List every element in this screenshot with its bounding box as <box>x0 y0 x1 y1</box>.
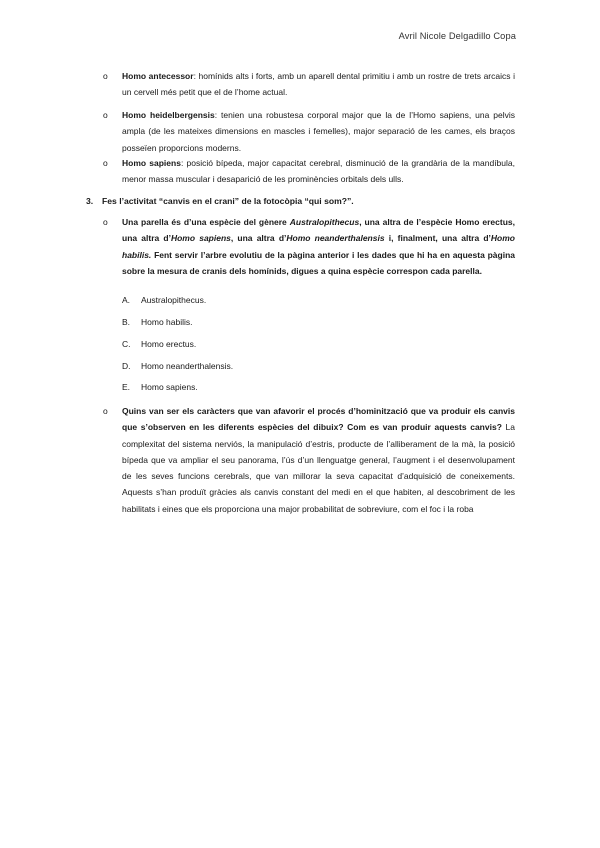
q1-text: i, finalment, una altra d’ <box>384 233 491 244</box>
list-item <box>122 155 515 188</box>
option-letter: D. <box>122 361 131 371</box>
q2-answer: La complexitat del sistema nerviós, la manipulació d’estris, producte de l’alliberament de la mà, la posició bípeda que va ampliar el seu panorama, l’ús d’un llenguatge general, l’augment i el desenvolupament de les seves funcions cerebrals, que van millorar la seva capacitat d’adquisició de coneixements. Aquests s’han produït gràcies als canvis constant del medi en el que habiten, al descobriment de les habilitats i eines que els proporciona una major probabilitat de sobreviure, com el foc i la roba <box>122 422 515 514</box>
option-letter: A. <box>122 295 131 305</box>
option-letter: C. <box>122 339 131 349</box>
section-heading <box>86 193 354 209</box>
option-text: Homo sapiens. <box>141 382 198 392</box>
q1-species: Homo neanderthalensis <box>286 233 385 244</box>
option-item <box>122 293 206 307</box>
option-item <box>122 380 198 394</box>
bullet-marker: o <box>103 406 108 416</box>
item-text: : tenien una robustesa corporal major que la de l’Homo sapiens, una pelvis ampla (de les mateixes dimensions en mascles i femelles), major separació de les cames, els braços posseïen proporcions moderns. <box>122 110 515 153</box>
bullet-marker: o <box>103 217 108 227</box>
q1-species: Homo sapiens <box>170 233 231 244</box>
item-term: Homo heidelbergensis <box>122 110 215 120</box>
q1-species: Homo habilis. <box>122 233 515 260</box>
q1-text: Fent servir l’arbre evolutiu de la pàgina anterior i les dades que hi ha en aquesta pàgina sobre la mesura de cranis dels homínids, digues a quina espècie correspon cada parella. <box>122 249 515 276</box>
bullet-marker: o <box>103 110 108 120</box>
q1-text: , una altra de l’espècie Homo erectus, una altra d’ <box>122 217 515 244</box>
list-item <box>122 68 515 101</box>
option-text: Homo erectus. <box>141 339 197 349</box>
list-item <box>122 107 515 156</box>
section-number: 3. <box>86 196 94 206</box>
item-text: : posició bípeda, major capacitat cerebral, disminució de la grandària de la mandíbula, menor massa muscular i desaparició de les prominències orbitals dels ulls. <box>122 158 515 185</box>
bullet-marker: o <box>103 158 108 168</box>
q2-question: Quins van ser els caràcters que van afavorir el procés d’hominització que va produir els canvis que s’observen en les diferents espècies del dibuix? Com es van produir aquests canvis? <box>122 406 515 433</box>
bullet-marker: o <box>103 71 108 81</box>
option-text: Australopithecus. <box>141 295 207 305</box>
option-item <box>122 359 233 373</box>
option-letter: E. <box>122 382 131 392</box>
question-2 <box>122 403 515 517</box>
q1-text: , una altra d’ <box>230 233 287 244</box>
question-1 <box>122 214 515 279</box>
q1-genus: Australopithecus <box>289 217 360 227</box>
item-term: Homo antecessor <box>122 71 194 81</box>
option-item <box>122 337 196 351</box>
q1-text: Una parella és d’una espècie del gènere <box>122 217 290 227</box>
item-text: : homínids alts i forts, amb un aparell dental primitiu i amb un rostre de trets arcaics i un cervell més petit que el de l’home actual. <box>122 71 515 98</box>
option-text: Homo neanderthalensis. <box>141 361 234 371</box>
item-term: Homo sapiens <box>122 158 181 168</box>
header-author: Avril Nicole Delgadillo Copa <box>398 31 516 41</box>
option-item <box>122 315 193 329</box>
section-title: Fes l’activitat “canvis en el crani” de la fotocòpia “qui som?”. <box>102 196 354 206</box>
option-text: Homo habilis. <box>141 317 193 327</box>
option-letter: B. <box>122 317 131 327</box>
